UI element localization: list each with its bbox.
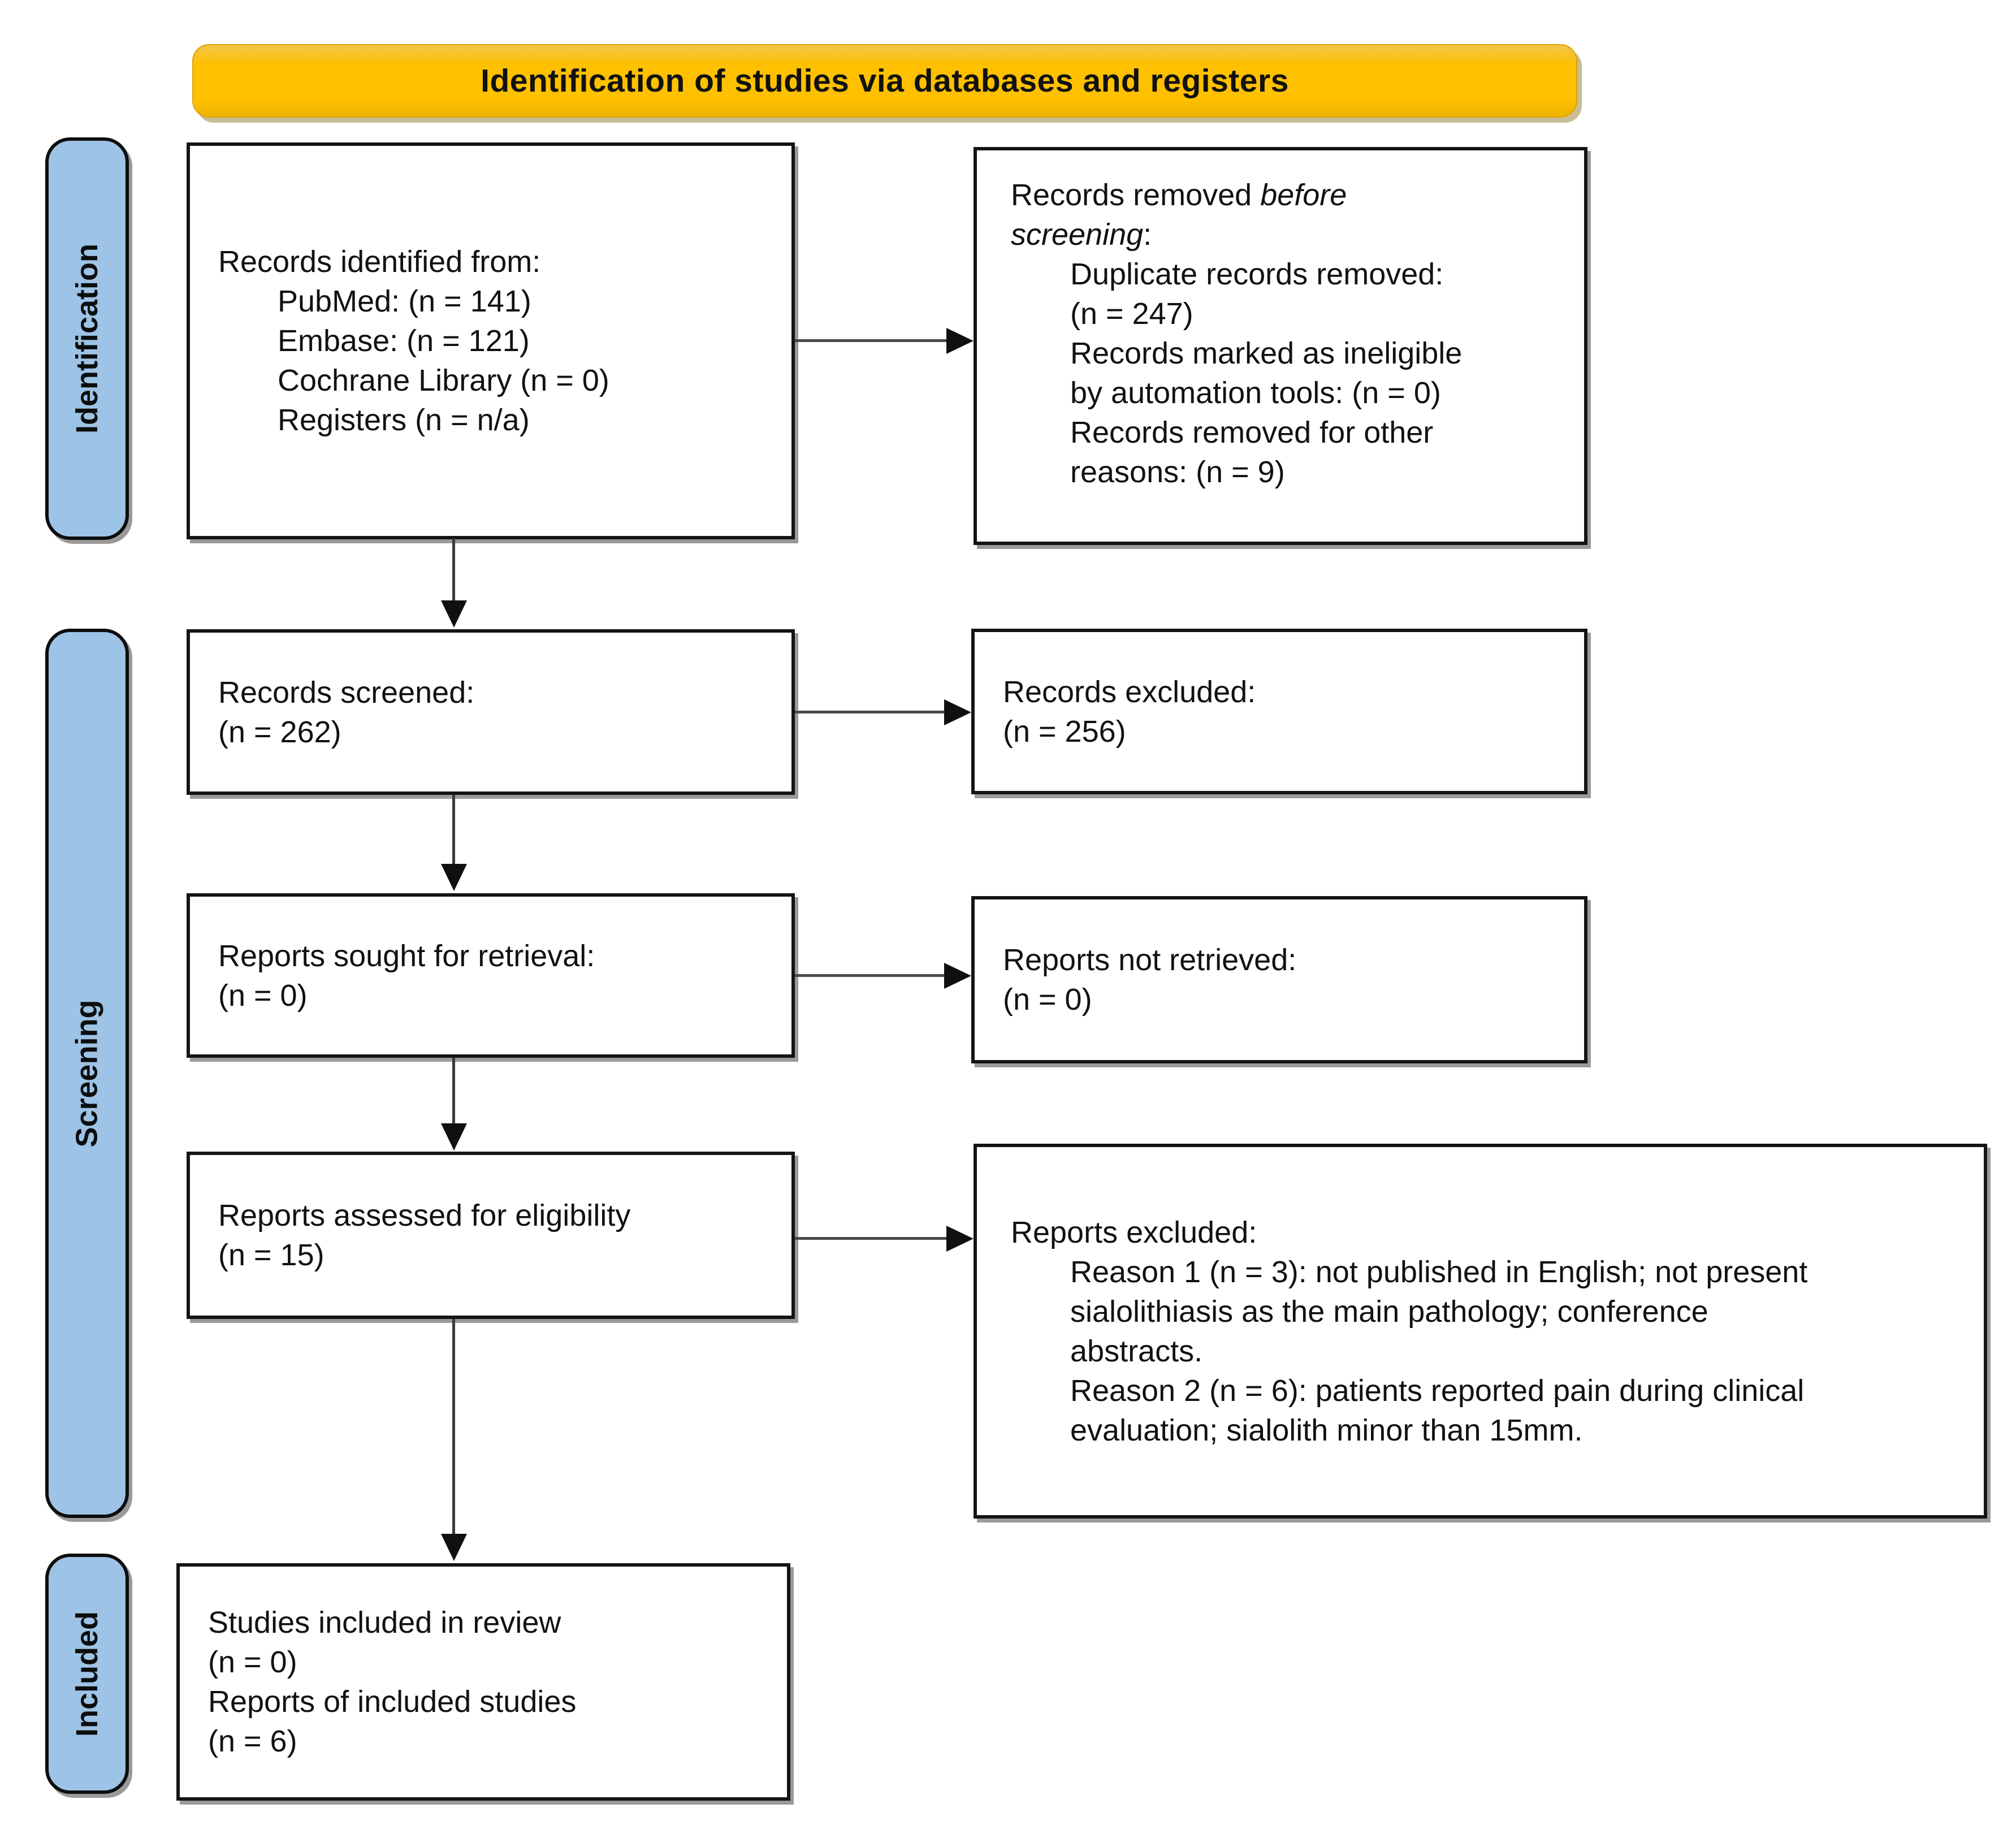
box-line: Reports excluded:: [1011, 1215, 1257, 1249]
box-line: (n = 6): [208, 1724, 297, 1758]
box-line: by automation tools: (n = 0): [1070, 376, 1441, 410]
box-line: Duplicate records removed:: [1070, 257, 1444, 291]
box-line-text: Records removed: [1011, 178, 1261, 212]
arrow-head-icon: [441, 600, 467, 628]
box-line: Cochrane Library (n = 0): [278, 364, 609, 397]
box-line: Embase: (n = 121): [278, 324, 530, 358]
box-line: (n = 247): [1070, 297, 1193, 331]
arrow-line: [452, 1319, 455, 1535]
box-line: Reason 2 (n = 6): patients reported pain during clinical: [1070, 1373, 1805, 1408]
arrow-line: [795, 1237, 948, 1240]
reports-excluded-box: [974, 1144, 1987, 1519]
arrow-head-icon: [946, 1226, 974, 1252]
arrow-head-icon: [946, 328, 974, 354]
records-identified-box: [187, 142, 795, 539]
stage-included-label: Included: [70, 1611, 105, 1737]
stage-screening: [45, 629, 129, 1518]
box-line: Records removed for other: [1070, 416, 1434, 449]
box-line: (n = 0): [218, 978, 308, 1013]
arrow-line: [795, 974, 945, 977]
box-line: Reports not retrieved:: [1003, 943, 1297, 977]
box-line: Registers (n = n/a): [278, 403, 530, 437]
arrow-head-icon: [441, 1123, 467, 1150]
box-line: Reports sought for retrieval:: [218, 938, 595, 973]
box-line: abstracts.: [1070, 1334, 1203, 1368]
records-removed-box: [974, 147, 1587, 545]
box-line: Records identified from:: [218, 245, 541, 279]
reports-sought-box: [187, 893, 795, 1058]
header-title: Identification of studies via databases and registers: [481, 63, 1289, 99]
box-line: [1011, 215, 1564, 254]
arrow-line: [795, 339, 949, 342]
box-line: PubMed: (n = 141): [278, 284, 531, 318]
box-line-italic: screening: [1011, 218, 1144, 252]
box-line: Records excluded:: [1003, 674, 1256, 709]
stage-identification: [45, 137, 129, 540]
box-line: (n = 262): [218, 715, 341, 749]
box-line: reasons: (n = 9): [1070, 455, 1285, 489]
header-banner: [192, 44, 1577, 118]
studies-included-box: [176, 1563, 790, 1801]
box-line: Records marked as ineligible: [1070, 336, 1463, 370]
arrow-head-icon: [944, 699, 971, 725]
box-line: (n = 0): [208, 1645, 297, 1679]
arrow-line: [795, 711, 945, 713]
arrow-line: [452, 1058, 455, 1124]
box-line: evaluation; sialolith minor than 15mm.: [1070, 1413, 1583, 1447]
box-line-italic: before: [1260, 178, 1347, 212]
box-line: Reports of included studies: [208, 1685, 577, 1719]
reports-not-retrieved-box: [971, 896, 1587, 1063]
box-line: (n = 256): [1003, 714, 1126, 749]
records-screened-box: [187, 629, 795, 795]
box-line-text: :: [1143, 218, 1152, 252]
box-line: sialolithiasis as the main pathology; conference: [1070, 1294, 1708, 1329]
arrow-head-icon: [441, 864, 467, 891]
box-line: [1011, 175, 1564, 215]
stage-screening-label: Screening: [70, 999, 104, 1148]
arrow-head-icon: [944, 963, 971, 989]
records-excluded-box: [971, 629, 1587, 794]
box-line: Reports assessed for eligibility: [218, 1199, 631, 1232]
box-line: Reason 1 (n = 3): not published in English; not present: [1070, 1255, 1808, 1289]
stage-included: [45, 1554, 129, 1794]
box-line: (n = 15): [218, 1238, 325, 1272]
arrow-line: [452, 538, 455, 602]
arrow-line: [452, 795, 455, 865]
box-line: (n = 0): [1003, 983, 1092, 1017]
box-line: Studies included in review: [208, 1606, 561, 1640]
box-line: Records screened:: [218, 675, 475, 710]
stage-identification-label: Identification: [70, 244, 104, 434]
reports-assessed-box: [187, 1152, 795, 1319]
arrow-head-icon: [441, 1534, 467, 1561]
